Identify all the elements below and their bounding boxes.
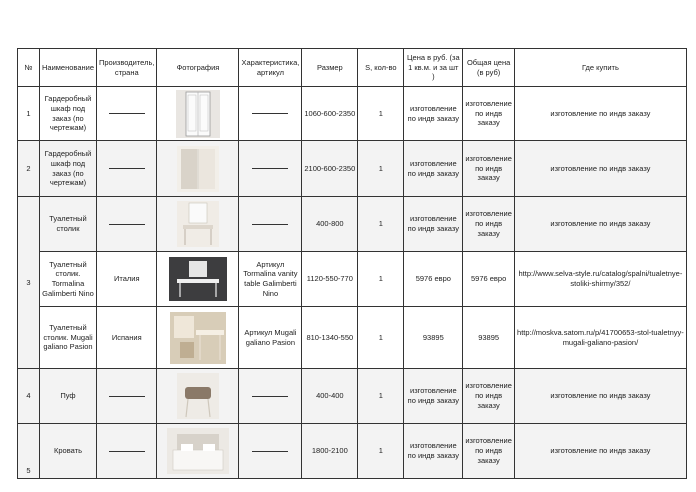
item-size: 400-400	[302, 369, 358, 424]
item-where: http://moskva.satom.ru/p/41700653-stol-tualetnyy-mugali-galiano-pasion/	[514, 307, 686, 369]
empty-dash	[252, 224, 288, 225]
bed-photo	[167, 428, 229, 474]
maker-cell	[97, 87, 157, 141]
item-name: Гардеробный шкаф под заказ (по чертежам)	[40, 87, 97, 141]
item-price: изготовление по индв заказу	[404, 197, 463, 252]
maker-cell	[97, 369, 157, 424]
item-name: Туалетный столик	[40, 197, 97, 252]
row-number: 1	[18, 87, 40, 141]
row-number-text: 3	[26, 277, 31, 287]
header-maker: Производитель, страна	[97, 49, 157, 87]
table-row	[18, 424, 687, 479]
header-size: Размер	[302, 49, 358, 87]
photo-cell	[157, 369, 239, 424]
item-total: изготовление по индв заказу	[463, 141, 515, 197]
table-row	[18, 369, 687, 424]
item-qty: 1	[358, 424, 404, 479]
item-price: изготовление по индв заказу	[404, 424, 463, 479]
item-total: изготовление по индв заказу	[463, 197, 515, 252]
table-row	[18, 197, 687, 252]
item-name: Гардеробный шкаф под заказ (по чертежам)	[40, 141, 97, 197]
header-row	[18, 49, 687, 87]
item-price: 93895	[404, 307, 463, 369]
header-article: Характеристика, артикул	[239, 49, 302, 87]
item-article: Артикул Tormalina vanity table Galimberti Nino	[239, 252, 302, 307]
empty-dash	[252, 451, 288, 452]
empty-dash	[109, 113, 145, 114]
item-maker: Испания	[97, 307, 157, 369]
photo-cell	[157, 197, 239, 252]
header-price: Цена в руб. (за 1 кв.м. и за шт )	[404, 49, 463, 87]
item-size: 1120-550-770	[302, 252, 358, 307]
item-qty: 1	[358, 141, 404, 197]
maker-cell	[97, 141, 157, 197]
table-row	[18, 87, 687, 141]
empty-dash	[109, 168, 145, 169]
row-number: 2	[18, 141, 40, 197]
dressing-table-photo	[177, 201, 219, 247]
article-cell	[239, 141, 302, 197]
header-total: Общая цена (в руб)	[463, 49, 515, 87]
item-article: Артикул Mugali galiano Pasion	[239, 307, 302, 369]
empty-dash	[109, 396, 145, 397]
photo-cell	[157, 424, 239, 479]
row-number: 4	[18, 369, 40, 424]
item-name: Туалетный столик. Mugali galiano Pasion	[40, 307, 97, 369]
empty-dash	[109, 224, 145, 225]
item-price: 5976 евро	[404, 252, 463, 307]
item-size: 1800-2100	[302, 424, 358, 479]
item-qty: 1	[358, 197, 404, 252]
dressing-table-photo	[170, 312, 226, 364]
article-cell	[239, 424, 302, 479]
item-total: изготовление по индв заказу	[463, 424, 515, 479]
item-price: изготовление по индв заказу	[404, 141, 463, 197]
article-cell	[239, 87, 302, 141]
header-qty: S, кол-во	[358, 49, 404, 87]
table-row	[18, 141, 687, 197]
pouf-photo	[177, 373, 219, 419]
wardrobe-photo	[177, 146, 219, 192]
item-name: Туалетный столик. Tormalina Galimberti Nino	[40, 252, 97, 307]
dressing-table-photo	[169, 257, 227, 301]
furniture-table	[17, 48, 687, 479]
item-where: изготовление по индв заказу	[514, 424, 686, 479]
empty-dash	[252, 113, 288, 114]
item-name: Кровать	[40, 424, 97, 479]
item-maker: Италия	[97, 252, 157, 307]
row-number	[18, 424, 40, 479]
empty-dash	[109, 451, 145, 452]
row-number-text: 5	[26, 466, 31, 476]
photo-cell	[157, 87, 239, 141]
item-size: 2100-600-2350	[302, 141, 358, 197]
item-size: 400-800	[302, 197, 358, 252]
empty-dash	[252, 168, 288, 169]
maker-cell	[97, 424, 157, 479]
article-cell	[239, 197, 302, 252]
item-where: изготовление по индв заказу	[514, 87, 686, 141]
table-row	[18, 307, 687, 369]
item-where: изготовление по индв заказу	[514, 197, 686, 252]
wardrobe-photo	[176, 90, 220, 138]
maker-cell	[97, 197, 157, 252]
item-where: изготовление по индв заказу	[514, 369, 686, 424]
item-qty: 1	[358, 252, 404, 307]
item-qty: 1	[358, 87, 404, 141]
item-where: http://www.selva-style.ru/catalog/spalni/tualetnye-stoliki-shirmy/352/	[514, 252, 686, 307]
item-qty: 1	[358, 307, 404, 369]
photo-cell	[157, 307, 239, 369]
item-price: изготовление по индв заказу	[404, 87, 463, 141]
row-number	[18, 197, 40, 369]
item-size: 810-1340-550	[302, 307, 358, 369]
empty-dash	[252, 396, 288, 397]
item-qty: 1	[358, 369, 404, 424]
photo-cell	[157, 252, 239, 307]
photo-cell	[157, 141, 239, 197]
header-name: Наименование	[40, 49, 97, 87]
header-where: Где купить	[514, 49, 686, 87]
item-where: изготовление по индв заказу	[514, 141, 686, 197]
item-total: 93895	[463, 307, 515, 369]
header-number: №	[18, 49, 40, 87]
item-total: изготовление по индв заказу	[463, 87, 515, 141]
header-photo: Фотография	[157, 49, 239, 87]
item-total: 5976 евро	[463, 252, 515, 307]
item-total: изготовление по индв заказу	[463, 369, 515, 424]
article-cell	[239, 369, 302, 424]
table-row	[18, 252, 687, 307]
item-size: 1060-600-2350	[302, 87, 358, 141]
item-name: Пуф	[40, 369, 97, 424]
item-price: изготовление по индв заказу	[404, 369, 463, 424]
